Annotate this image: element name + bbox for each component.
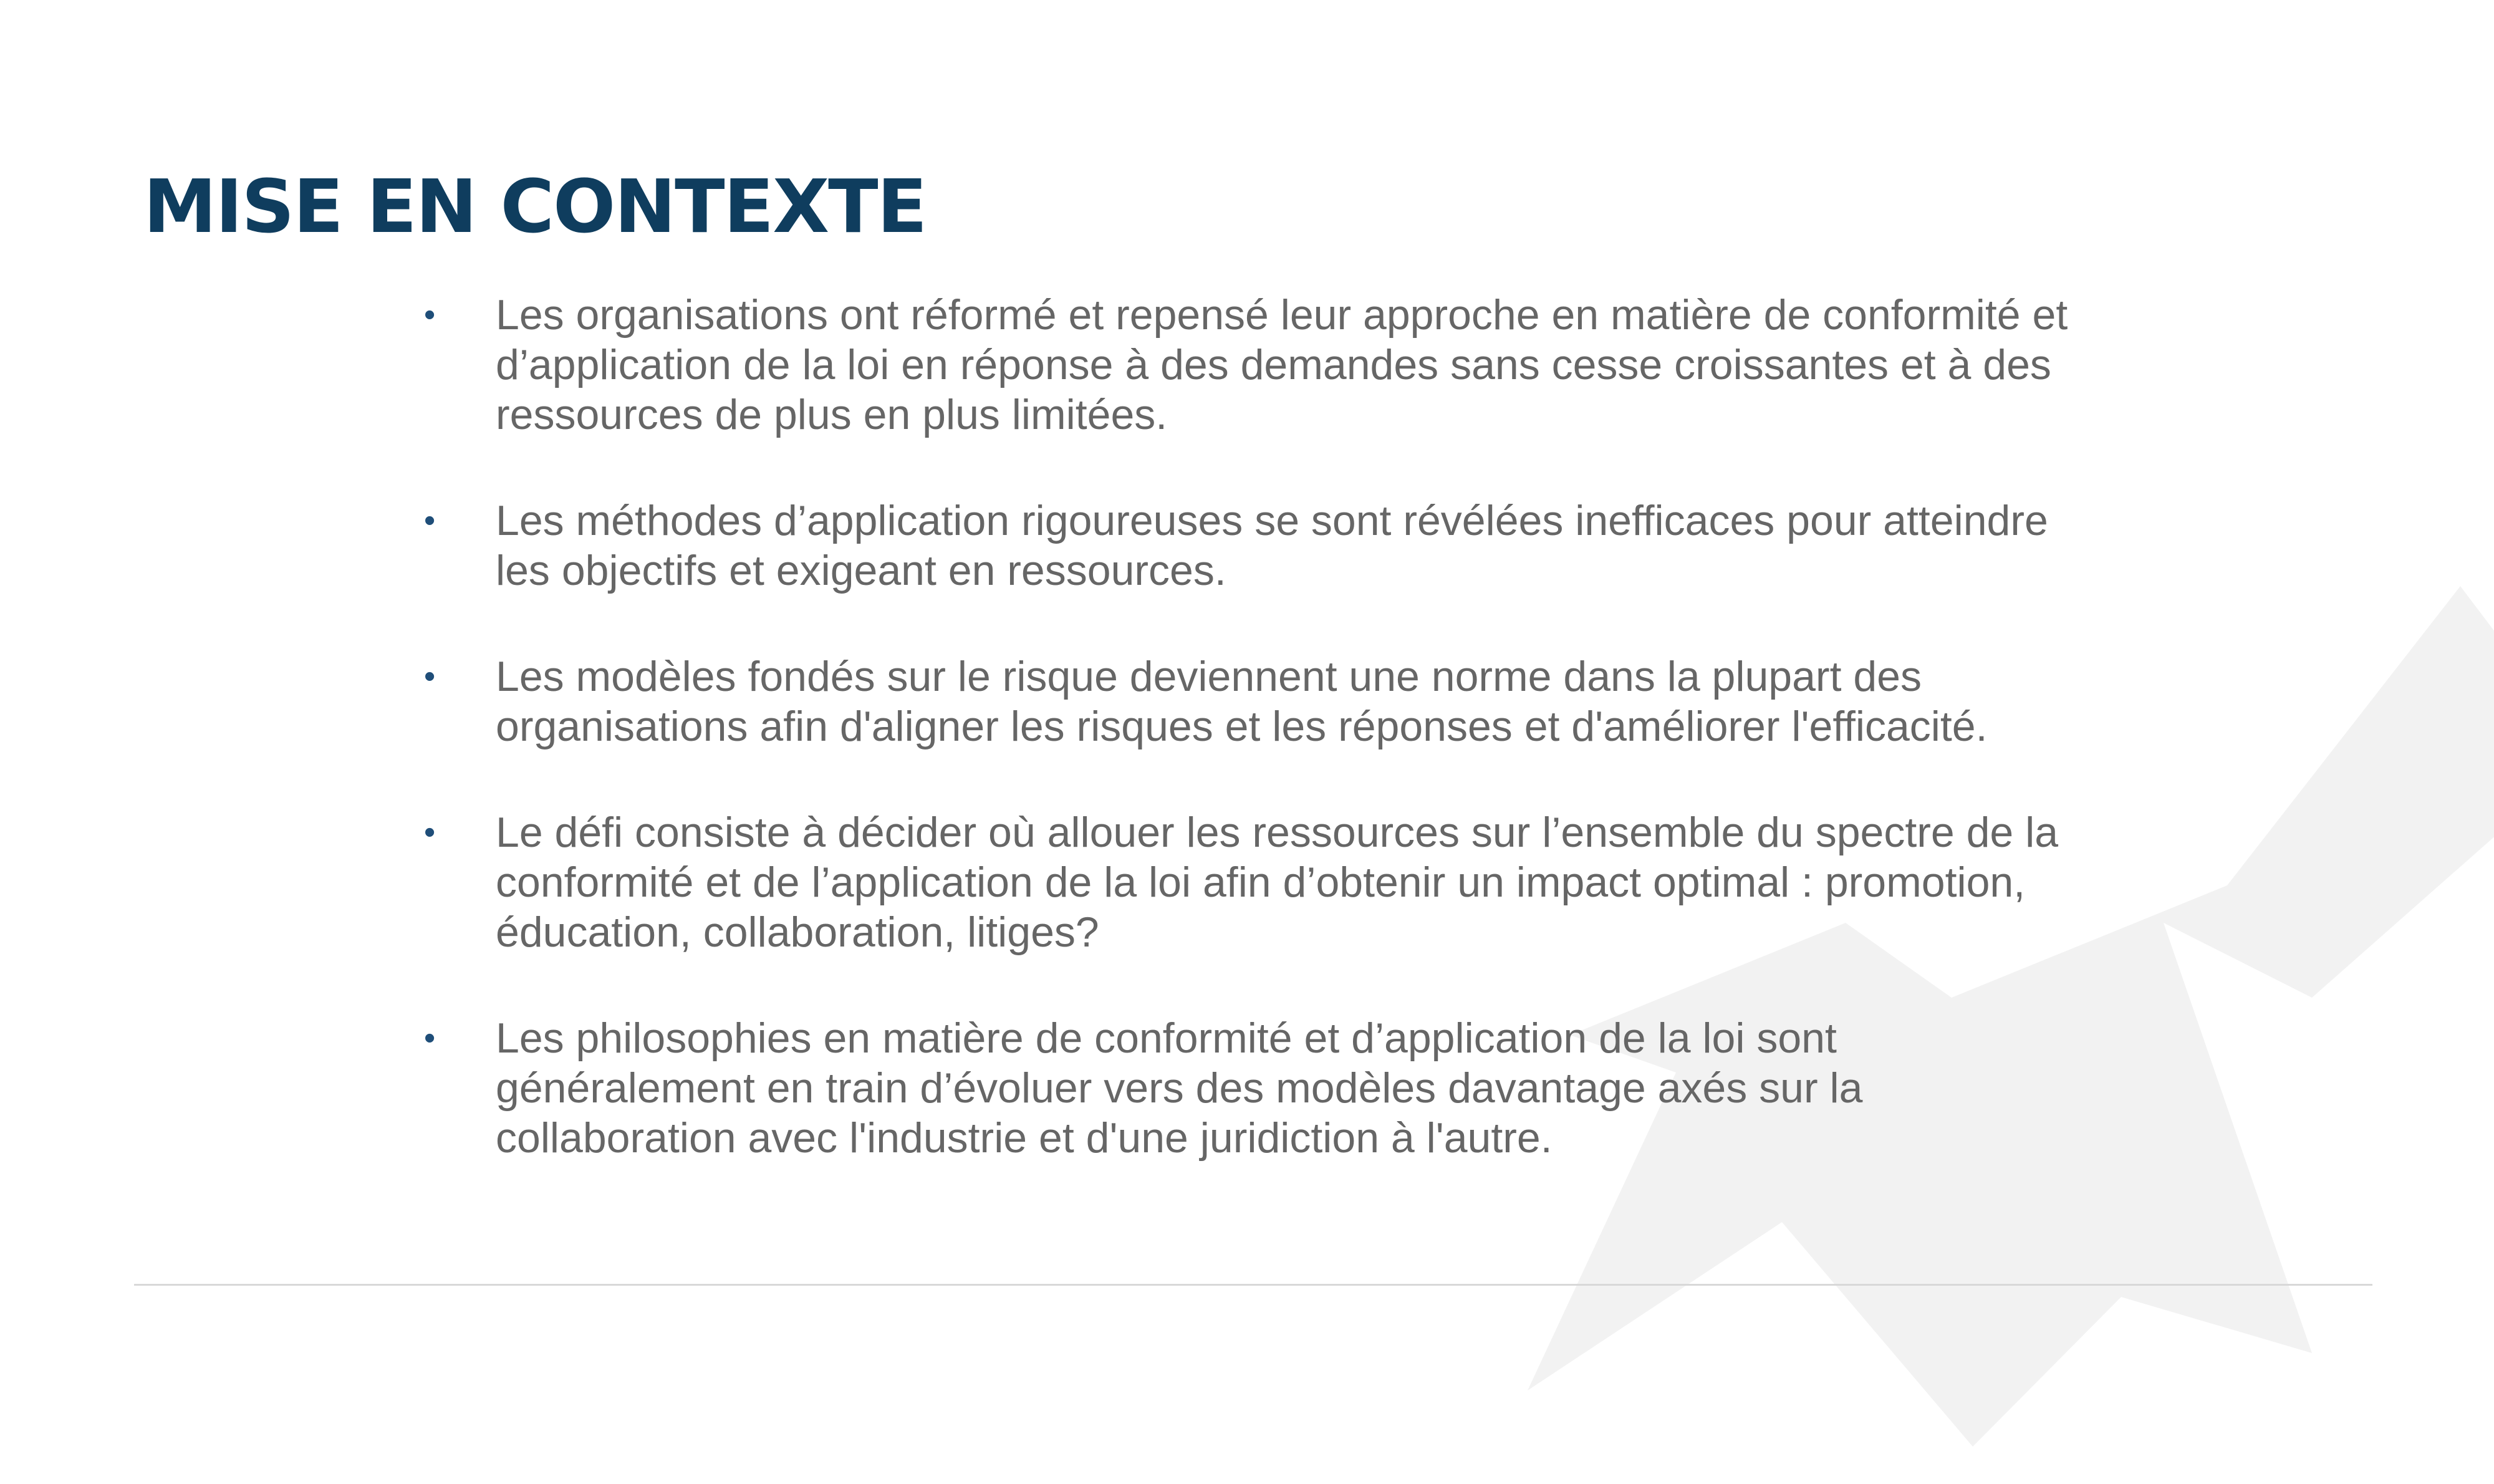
bullet-text: Le défi consiste à décider où allouer les ressources sur l’ensemble du spectre de la conformité et de l’application de la loi afin d’obtenir un impact optimal : promotion, éducation, collaboration, litiges? — [496, 809, 2059, 956]
bullet-text: Les organisations ont réformé et repensé leur approche en matière de conformité et d’application de la loi en réponse à des demandes sans cesse croissantes et à des ressources de plus en plus limitées. — [496, 291, 2068, 438]
bullet-item — [424, 496, 2082, 595]
bullet-item — [424, 652, 2082, 751]
slide-title: MISE EN CONTEXTE — [143, 163, 927, 249]
bullet-text: Les philosophies en matière de conformité et d’application de la loi sont généralement en train d’évoluer vers des modèles davantage axés sur la collaboration avec l'industrie et d'une juridiction à l'autre. — [496, 1014, 1863, 1162]
bullet-text: Les méthodes d’application rigoureuses se sont révélées inefficaces pour atteindre les objectifs et exigeant en ressources. — [496, 497, 2048, 594]
footer-divider — [134, 1284, 2372, 1286]
bullet-dot-icon: • — [424, 297, 436, 333]
bullet-dot-icon: • — [424, 1020, 436, 1056]
bullet-dot-icon: • — [424, 814, 436, 850]
bullet-item — [424, 290, 2082, 440]
bullet-item — [424, 807, 2082, 957]
bullet-dot-icon: • — [424, 503, 436, 539]
bullet-dot-icon: • — [424, 658, 436, 695]
bullet-list — [424, 290, 2082, 1163]
bullet-text: Les modèles fondés sur le risque deviennent une norme dans la plupart des organisations afin d'aligner les risques et les réponses et d'améliorer l'efficacité. — [496, 653, 1988, 750]
bullet-item — [424, 1013, 2082, 1163]
